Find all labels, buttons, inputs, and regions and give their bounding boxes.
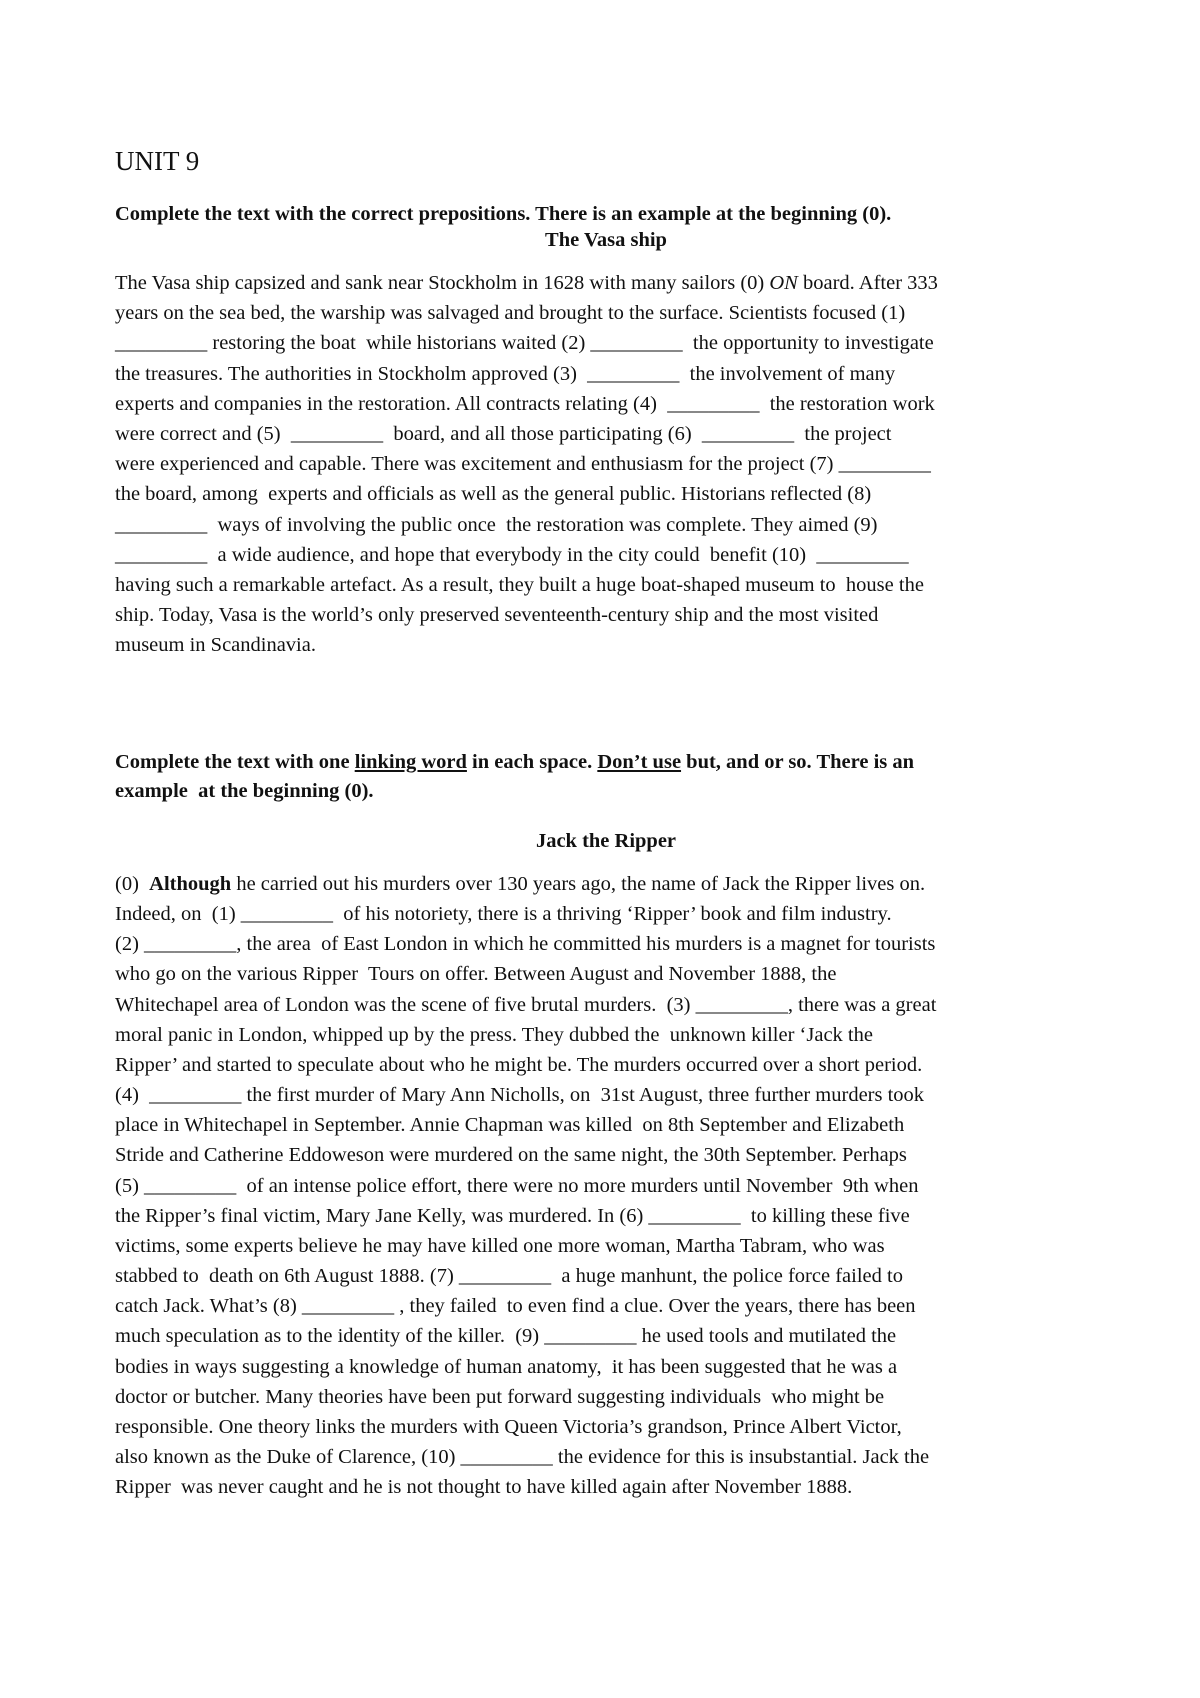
text-line: moral panic in London, whipped up by the press. They dubbed the unknown killer ‘Jack the xyxy=(115,1023,873,1046)
text-line: catch Jack. What’s (8) _________ , they failed to even find a clue. Over the years, there has been xyxy=(115,1295,916,1318)
text-line: _________ ways of involving the public once the restoration was complete. They aimed (9) xyxy=(115,513,878,536)
text-line: doctor or butcher. Many theories have been put forward suggesting individuals who might be xyxy=(115,1385,885,1408)
text-line: (5) _________ of an intense police effort, there were no more murders until November 9th when xyxy=(115,1174,919,1197)
text-line-end: board. After 333 xyxy=(797,272,938,294)
text-line: place in Whitechapel in September. Annie Chapman was killed on 8th September and Elizabeth xyxy=(115,1114,905,1137)
text-line: were experienced and capable. There was excitement and enthusiasm for the project (7) _________ xyxy=(115,453,931,476)
section2-body xyxy=(115,869,1097,1502)
section2-instruction xyxy=(115,748,1097,806)
example-number: (0) xyxy=(115,873,150,895)
instruction-emphasis: linking word xyxy=(354,751,467,773)
example-answer: ON xyxy=(769,272,798,294)
instruction-text: but, and or so. There is an xyxy=(681,751,915,773)
instruction-line: example at the beginning (0). xyxy=(115,780,374,802)
text-line: responsible. One theory links the murders with Queen Victoria’s grandson, Prince Albert Victor, xyxy=(115,1415,902,1438)
section2-title: Jack the Ripper xyxy=(535,830,677,852)
text-line: ship. Today, Vasa is the world’s only preserved seventeenth-century ship and the most visited xyxy=(115,604,879,627)
text-line xyxy=(115,869,1097,899)
text-line: the treasures. The authorities in Stockholm approved (3) _________ the involvement of many xyxy=(115,362,896,385)
text-line: (2) _________, the area of East London in which he committed his murders is a magnet for tourists xyxy=(115,933,936,956)
instruction-emphasis: Don’t use xyxy=(597,751,682,773)
text-line: Indeed, on (1) _________ of his notoriety, there is a thriving ‘Ripper’ book and film industry. xyxy=(115,903,892,926)
text-line-start: The Vasa ship capsized and sank near Stockholm in 1628 with many sailors (0) xyxy=(115,272,770,294)
text-line: years on the sea bed, the warship was salvaged and brought to the surface. Scientists focused (1) xyxy=(115,302,906,325)
section1-title: The Vasa ship xyxy=(545,229,667,251)
text-line: were correct and (5) _________ board, and all those participating (6) _________ the project xyxy=(115,423,892,446)
text-line: _________ a wide audience, and hope that everybody in the city could benefit (10) _________ xyxy=(115,543,909,566)
section1-body xyxy=(115,268,1097,661)
text-line-end: he carried out his murders over 130 years ago, the name of Jack the Ripper lives on. xyxy=(231,873,926,895)
text-line: experts and companies in the restoration. All contracts relating (4) _________ the restoration work xyxy=(115,392,935,415)
text-line: the board, among experts and officials as well as the general public. Historians reflected (8) xyxy=(115,483,872,506)
text-line: Whitechapel area of London was the scene of five brutal murders. (3) _________, there was a great xyxy=(115,993,937,1016)
text-line: victims, some experts believe he may have killed one more woman, Martha Tabram, who was xyxy=(115,1234,885,1257)
text-line: much speculation as to the identity of the killer. (9) _________ he used tools and mutilated the xyxy=(115,1325,897,1348)
text-line: also known as the Duke of Clarence, (10) _________ the evidence for this is insubstantial. Jack the xyxy=(115,1445,930,1468)
text-line: museum in Scandinavia. xyxy=(115,634,316,657)
text-line: Ripper’ and started to speculate about who he might be. The murders occurred over a short period. xyxy=(115,1053,923,1076)
text-line: stabbed to death on 6th August 1888. (7) _________ a huge manhunt, the police force failed to xyxy=(115,1265,903,1288)
text-line: (4) _________ the first murder of Mary Ann Nicholls, on 31st August, three further murders took xyxy=(115,1084,925,1107)
section1-instruction: Complete the text with the correct prepositions. There is an example at the beginning (0). xyxy=(115,203,892,225)
text-line xyxy=(115,268,1097,298)
instruction-text: Complete the text with one xyxy=(115,751,355,773)
text-line: who go on the various Ripper Tours on offer. Between August and November 1888, the xyxy=(115,963,837,986)
instruction-line xyxy=(115,748,1097,777)
text-line: the Ripper’s final victim, Mary Jane Kelly, was murdered. In (6) _________ to killing these five xyxy=(115,1204,910,1227)
unit-title: UNIT 9 xyxy=(115,146,200,176)
text-line: Stride and Catherine Eddoweson were murdered on the same night, the 30th September. Perhaps xyxy=(115,1144,907,1167)
instruction-text: in each space. xyxy=(466,751,598,773)
text-line: Ripper was never caught and he is not thought to have killed again after November 1888. xyxy=(115,1476,853,1499)
text-line: bodies in ways suggesting a knowledge of human anatomy, it has been suggested that he was a xyxy=(115,1355,898,1378)
example-answer: Although xyxy=(149,873,232,895)
text-line: having such a remarkable artefact. As a result, they built a huge boat-shaped museum to house the xyxy=(115,574,924,597)
text-line: _________ restoring the boat while historians waited (2) _________ the opportunity to investigate xyxy=(115,332,934,355)
